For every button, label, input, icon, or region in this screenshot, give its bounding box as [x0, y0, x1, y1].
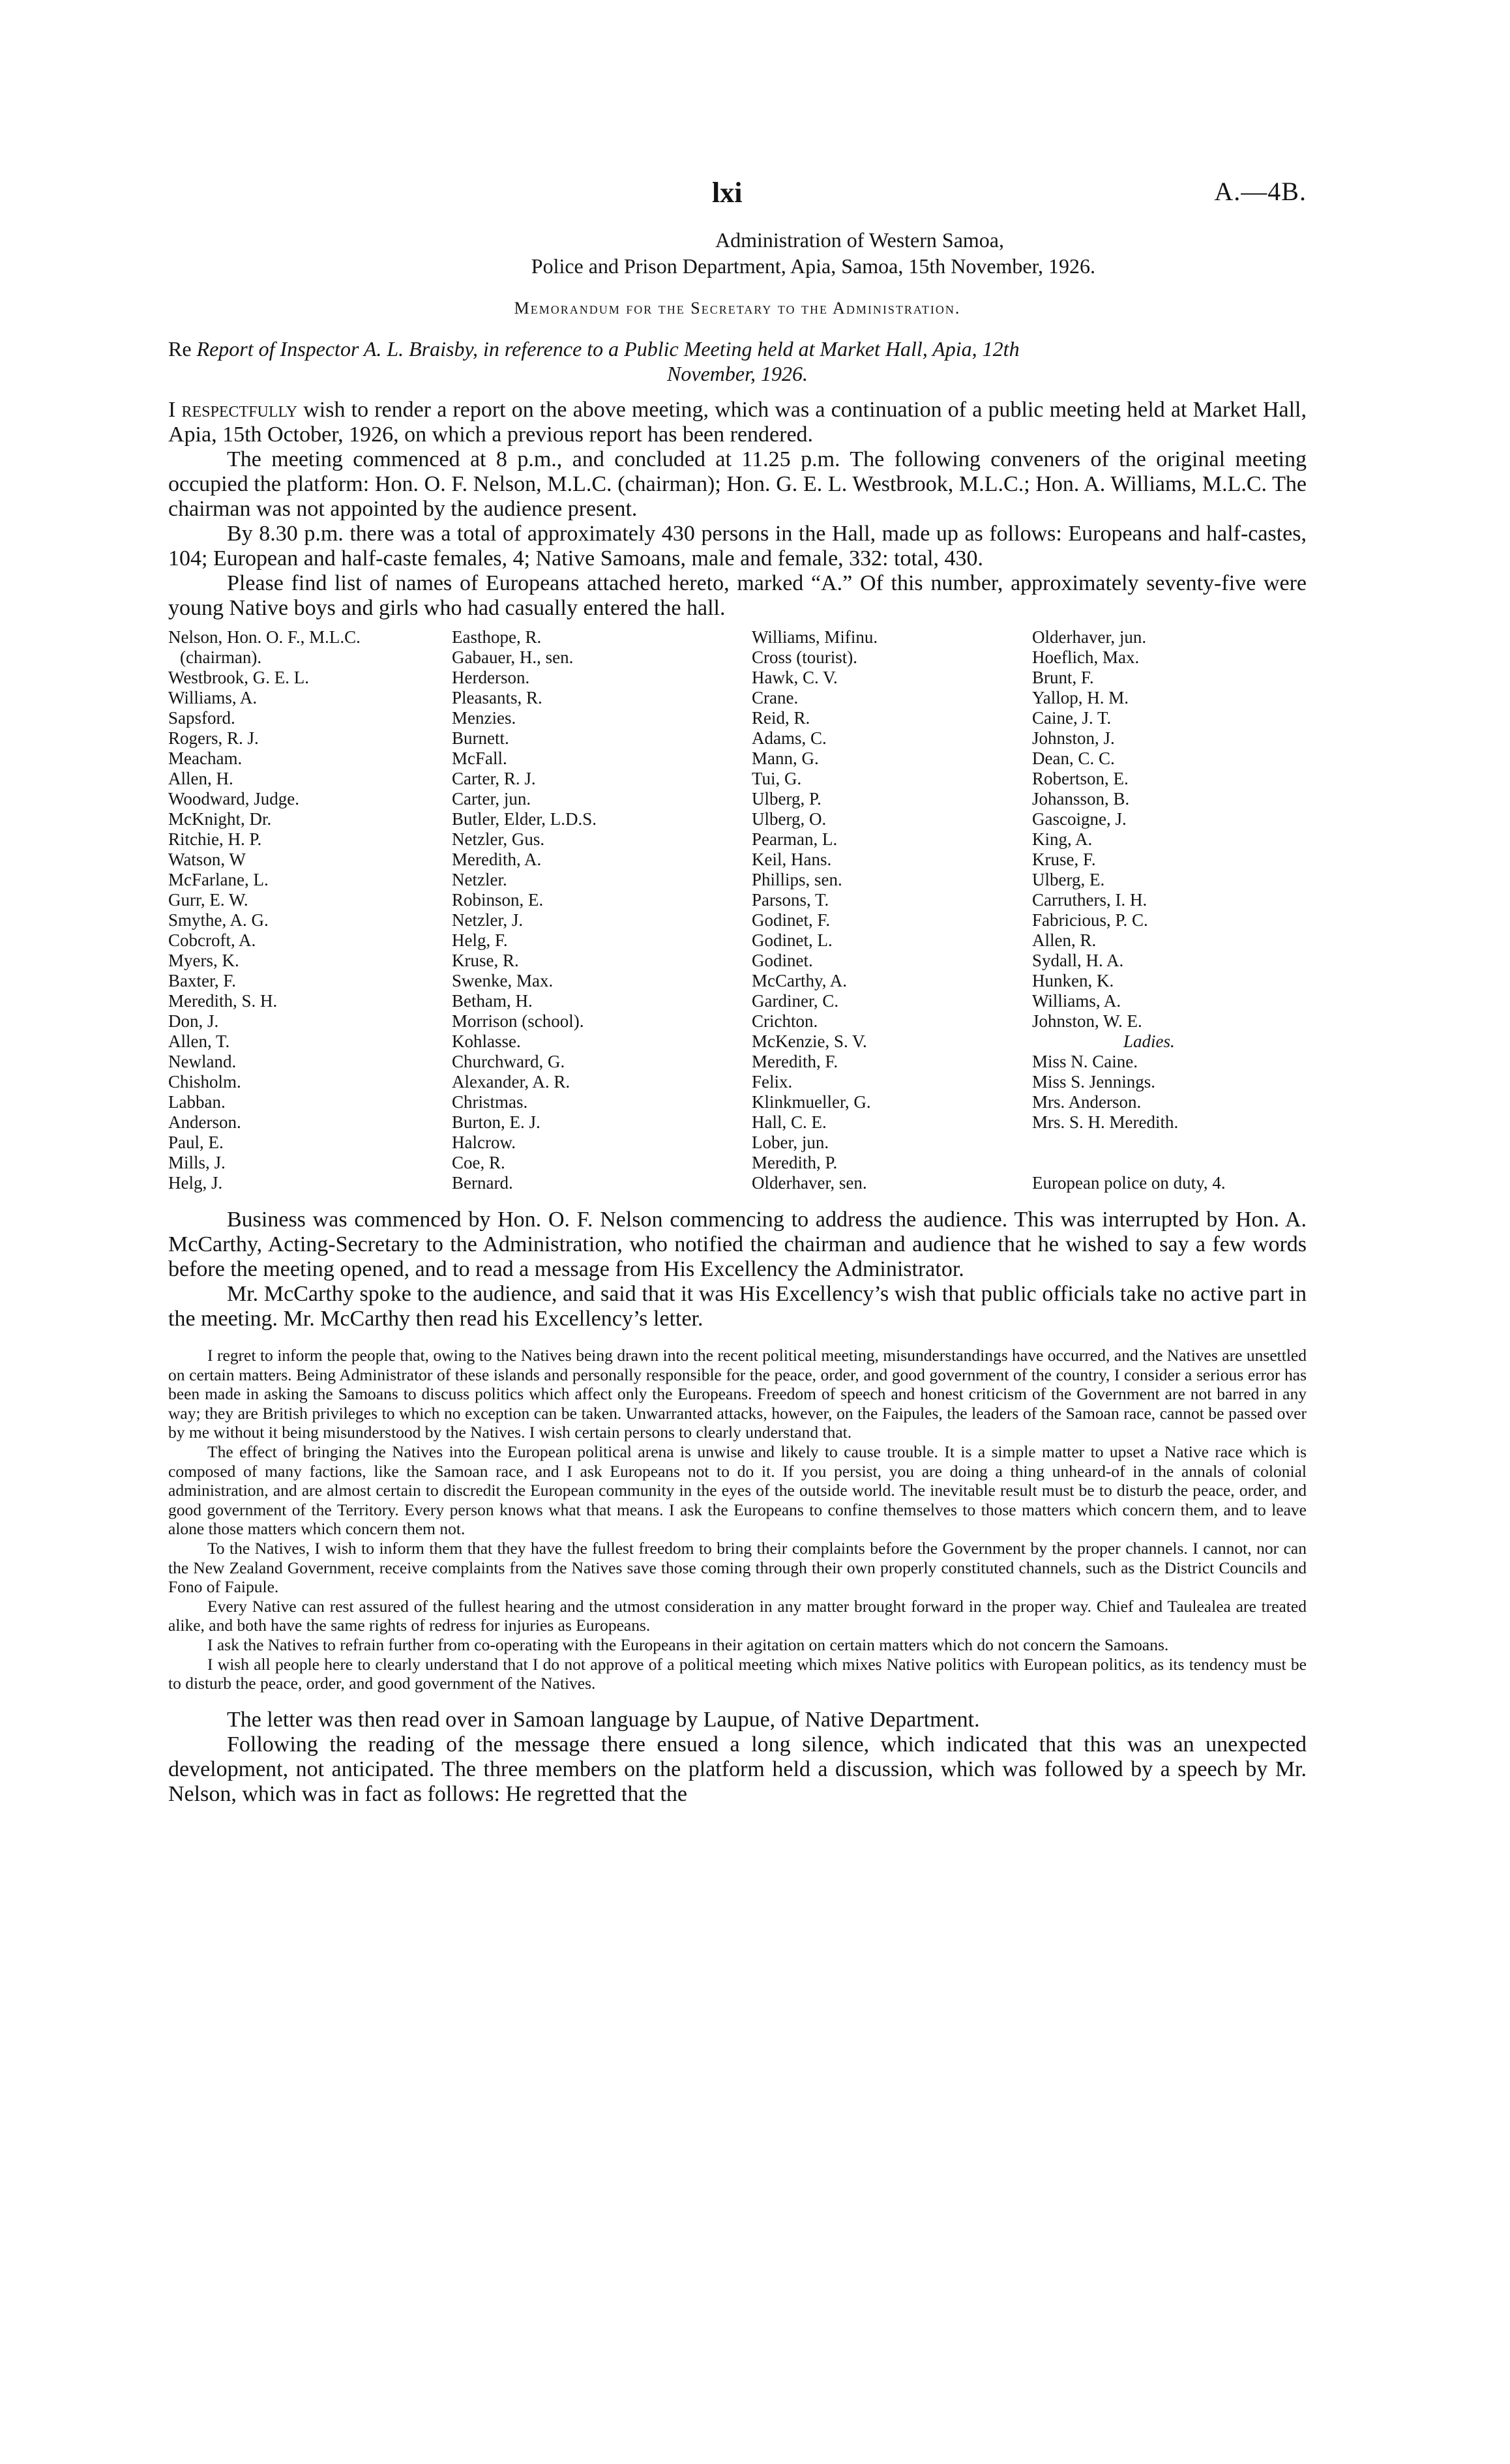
list-item: Williams, A.: [168, 688, 258, 707]
list-item: Watson, W: [168, 850, 246, 869]
list-item: Carruthers, I. H.: [1032, 890, 1147, 910]
list-item: Halcrow.: [452, 1133, 516, 1152]
memo-title: Memorandum for the Secretary to the Administration.: [514, 299, 961, 318]
list-item: Allen, H.: [168, 769, 233, 788]
names-list: [168, 627, 1307, 1193]
page-header: [168, 176, 1307, 223]
list-item: Robertson, E.: [1032, 769, 1129, 788]
list-item: Westbrook, G. E. L.: [168, 668, 310, 687]
letter-paragraph-1: I regret to inform the people that, owing to the Natives being drawn into the recent political meeting, misunderstandings have occurred, and the Natives are unsettled on certain matters. Being Administrator of these islands and personally responsible for the peace, order, and good government of the country, I consider a serious error has been made in asking the Samoans to discuss politics which affect only the Europeans. Freedom of speech and honest criticism of the Government are not barred in any way; they are British privileges to which no exception can be taken. Unwarranted attacks, however, on the Faipules, the leaders of the Samoan race, cannot be passed over by me without it being misunderstood by the Natives. I wish certain persons to clearly understand that.: [168, 1346, 1307, 1442]
list-item: Herderson.: [452, 668, 530, 687]
list-item: McCarthy, A.: [752, 971, 847, 990]
list-item: Netzler, Gus.: [452, 829, 545, 849]
address-line-2: Police and Prison Department, Apia, Samoa, 15th November, 1926.: [531, 254, 1095, 278]
list-item: Hoeflich, Max.: [1032, 647, 1140, 667]
list-item: Menzies.: [452, 708, 516, 728]
list-item: Hall, C. E.: [752, 1112, 827, 1132]
list-item: King, A.: [1032, 829, 1093, 849]
list-item: Woodward, Judge.: [168, 789, 300, 809]
list-item: Dean, C. C.: [1032, 749, 1115, 768]
list-item: Mann, G.: [752, 749, 819, 768]
list-item: Coe, R.: [452, 1153, 505, 1172]
list-item: Hunken, K.: [1032, 971, 1114, 990]
list-item: Christmas.: [452, 1092, 528, 1112]
list-item: Sapsford.: [168, 708, 235, 728]
list-item: Helg, F.: [452, 930, 508, 950]
list-item: Kohlasse.: [452, 1032, 521, 1051]
list-item: Chisholm.: [168, 1072, 241, 1091]
list-item: Keil, Hans.: [752, 850, 832, 869]
letter-paragraph-6: I wish all people here to clearly understand that I do not approve of a political meeting which mixes Native politics with European politics, as its tendency must be to disturb the peace, order, and good government of the Natives.: [168, 1654, 1307, 1693]
ladies-heading: Ladies.: [1123, 1032, 1175, 1051]
intro-text-1: wish to render a report on the above meeting, which was a continuation of a public meeting held at Market Hall, Apia, 15th October, 1926, on which a previous report has been rendered.: [168, 398, 1307, 447]
list-item: Carter, jun.: [452, 789, 531, 809]
list-item: Don, J.: [168, 1011, 219, 1031]
list-item: [1032, 1133, 1280, 1153]
list-item: Klinkmueller, G.: [752, 1092, 871, 1112]
list-item: Fabricious, P. C.: [1032, 910, 1148, 930]
list-item: Meacham.: [168, 749, 243, 768]
list-item: Kruse, F.: [1032, 850, 1096, 869]
list-item: Gabauer, H., sen.: [452, 647, 574, 667]
list-item: Godinet.: [752, 951, 813, 970]
intro-paragraph-3: By 8.30 p.m. there was a total of approximately 430 persons in the Hall, made up as follows: Europeans and half-castes, 104; European and half-caste females, 4; Native Samoans, male and female, 332: total, 430.: [168, 522, 1307, 571]
list-item: (chairman).: [180, 647, 262, 667]
list-item: Olderhaver, sen.: [752, 1173, 867, 1193]
list-item: Cross (tourist).: [752, 647, 857, 667]
intro-paragraph-1: [168, 398, 1307, 447]
names-column-4: [1032, 627, 1280, 1193]
list-item: Crane.: [752, 688, 799, 707]
body-paragraph-2: Mr. McCarthy spoke to the audience, and said that it was His Excellency’s wish that public officials take no active part in the meeting. Mr. McCarthy then read his Excellency’s letter.: [168, 1282, 1307, 1331]
address-line-1: Administration of Western Samoa,: [715, 228, 1004, 252]
list-item: Johnston, J.: [1032, 728, 1115, 748]
list-item: Mrs. Anderson.: [1032, 1092, 1142, 1112]
list-item: Churchward, G.: [452, 1052, 565, 1071]
list-item: Gascoigne, J.: [1032, 809, 1127, 829]
list-item: Ritchie, H. P.: [168, 829, 262, 849]
list-item: Carter, R. J.: [452, 769, 536, 788]
letter-paragraph-4: Every Native can rest assured of the fullest hearing and the utmost consideration in any matter brought forward in the proper way. Chief and Taulealea are treated alike, and both have the same rights of redress for injuries as Europeans.: [168, 1596, 1307, 1635]
list-item: Nelson, Hon. O. F., M.L.C.: [168, 627, 361, 647]
list-item: Reid, R.: [752, 708, 810, 728]
document-page: [168, 176, 1307, 1807]
list-item: Allen, R.: [1032, 930, 1097, 950]
list-item: Gurr, E. W.: [168, 890, 248, 910]
list-item: Betham, H.: [452, 991, 533, 1011]
intro-paragraph-4: Please find list of names of Europeans attached hereto, marked “A.” Of this number, approximately seventy-five were young Native boys and girls who had casually entered the hall.: [168, 571, 1307, 620]
list-item: Paul, E.: [168, 1133, 224, 1152]
list-item: Alexander, A. R.: [452, 1072, 570, 1091]
list-item: Meredith, P.: [752, 1153, 838, 1172]
list-item: Godinet, F.: [752, 910, 831, 930]
body-paragraph-1: Business was commenced by Hon. O. F. Nelson commencing to address the audience. This was interrupted by Hon. A. McCarthy, Acting-Secretary to the Administration, who notified the chairman and audience that he wished to say a few words before the meeting opened, and to read a message from His Excellency the Administrator.: [168, 1208, 1307, 1281]
list-item: Labban.: [168, 1092, 226, 1112]
list-item: Allen, T.: [168, 1032, 230, 1051]
list-item: Miss S. Jennings.: [1032, 1072, 1156, 1091]
closing-paragraph-2: Following the reading of the message there ensued a long silence, which indicated that this was an unexpected development, not anticipated. The three members on the platform held a discussion, which was followed by a speech by Mr. Nelson, which was in fact as follows: He regretted that the: [168, 1732, 1307, 1806]
list-item: Caine, J. T.: [1032, 708, 1112, 728]
list-item: Smythe, A. G.: [168, 910, 269, 930]
list-item: Ulberg, O.: [752, 809, 827, 829]
list-item: Burton, E. J.: [452, 1112, 540, 1132]
subject-line: [168, 336, 1307, 386]
list-item: Easthope, R.: [452, 627, 542, 647]
names-column-1: [168, 627, 452, 1193]
list-item: McKenzie, S. V.: [752, 1032, 867, 1051]
list-item: Mrs. S. H. Meredith.: [1032, 1112, 1179, 1132]
list-item: Myers, K.: [168, 951, 239, 970]
list-item: [1032, 1153, 1280, 1173]
list-item: Godinet, L.: [752, 930, 833, 950]
document-reference: A.—4B.: [1214, 177, 1307, 206]
list-item: Johnston, W. E.: [1032, 1011, 1142, 1031]
list-item: Robinson, E.: [452, 890, 544, 910]
list-item: Bernard.: [452, 1173, 513, 1193]
list-item: Lober, jun.: [752, 1133, 829, 1152]
letter-paragraph-5: I ask the Natives to refrain further from co-operating with the Europeans in their agitation on certain matters which do not concern the Samoans.: [207, 1635, 1169, 1654]
list-item: McFarlane, L.: [168, 870, 269, 889]
list-item: Miss N. Caine.: [1032, 1052, 1138, 1071]
list-item: Yallop, H. M.: [1032, 688, 1129, 707]
list-item: Anderson.: [168, 1112, 241, 1132]
list-item: Burnett.: [452, 728, 509, 748]
list-item: Johansson, B.: [1032, 789, 1130, 809]
list-item: McFall.: [452, 749, 507, 768]
list-item: Pleasants, R.: [452, 688, 542, 707]
names-column-3: [752, 627, 1032, 1193]
letter-paragraph-2: The effect of bringing the Natives into the European political arena is unwise and likely to cause trouble. It is a simple matter to upset a Native race which is composed of many factions, like the Samoan race, and I ask Europeans not to do it. If you persist, you are doing a thing unheard-of in the annals of colonial administration, and are almost certain to discredit the European community in the eyes of the outside world. The inevitable result must be to disturb the peace, order, and good government of the Territory. Every person knows what that means. I ask the Europeans to confine themselves to those matters which concern them, and to leave alone those matters which concern them not.: [168, 1442, 1307, 1539]
list-item: Hawk, C. V.: [752, 668, 838, 687]
list-item: Helg, J.: [168, 1173, 223, 1193]
list-item: Swenke, Max.: [452, 971, 554, 990]
list-item: Netzler.: [452, 870, 507, 889]
list-item: Felix.: [752, 1072, 793, 1091]
list-item: Cobcroft, A.: [168, 930, 256, 950]
list-item: Phillips, sen.: [752, 870, 842, 889]
list-item: Williams, Mifinu.: [752, 627, 878, 647]
closing-paragraph-1: The letter was then read over in Samoan language by Laupue, of Native Department.: [227, 1707, 980, 1732]
list-item: Meredith, A.: [452, 850, 542, 869]
list-item: Williams, A.: [1032, 991, 1121, 1011]
letter-paragraph-3: To the Natives, I wish to inform them that they have the fullest freedom to bring their complaints before the Government by the proper channels. I cannot, nor can the New Zealand Government, receive complaints from the Natives save those coming through their own properly constituted channels, such as the District Councils and Fono of Faipule.: [168, 1538, 1307, 1597]
list-item: Morrison (school).: [452, 1011, 584, 1031]
subject-text-2: November, 1926.: [667, 362, 808, 385]
list-item: Meredith, F.: [752, 1052, 838, 1071]
list-item: Butler, Elder, L.D.S.: [452, 809, 597, 829]
list-item: Parsons, T.: [752, 890, 829, 910]
address-block: [168, 227, 1307, 279]
list-item: Baxter, F.: [168, 971, 236, 990]
list-item: Rogers, R. J.: [168, 728, 259, 748]
list-item: Kruse, R.: [452, 951, 519, 970]
list-item: Pearman, L.: [752, 829, 838, 849]
subject-prefix: Re: [168, 337, 192, 361]
list-item: Newland.: [168, 1052, 237, 1071]
list-item: Tui, G.: [752, 769, 802, 788]
list-item: Netzler, J.: [452, 910, 524, 930]
names-column-2: [452, 627, 752, 1193]
list-item: Mills, J.: [168, 1153, 226, 1172]
list-item: Crichton.: [752, 1011, 818, 1031]
page-number: lxi: [712, 177, 743, 209]
list-item: Sydall, H. A.: [1032, 951, 1124, 970]
list-item: Adams, C.: [752, 728, 827, 748]
subject-text-1: Report of Inspector A. L. Braisby, in reference to a Public Meeting held at Market Hall, Apia, 12th: [196, 337, 1020, 361]
list-item: Ulberg, E.: [1032, 870, 1105, 889]
list-item: Olderhaver, jun.: [1032, 627, 1147, 647]
intro-lead: I respectfully: [168, 398, 298, 422]
intro-paragraph-2: The meeting commenced at 8 p.m., and concluded at 11.25 p.m. The following conveners of the original meeting occupied the platform: Hon. O. F. Nelson, M.L.C. (chairman); Hon. G. E. L. Westbrook, M.L.C.; Hon. A. Williams, M.L.C. The chairman was not appointed by the audience present.: [168, 447, 1307, 521]
list-item: Brunt, F.: [1032, 668, 1094, 687]
list-item: Meredith, S. H.: [168, 991, 278, 1011]
list-item: Ulberg, P.: [752, 789, 822, 809]
list-item: Gardiner, C.: [752, 991, 839, 1011]
police-count: European police on duty, 4.: [1032, 1173, 1226, 1193]
list-item: McKnight, Dr.: [168, 809, 272, 829]
